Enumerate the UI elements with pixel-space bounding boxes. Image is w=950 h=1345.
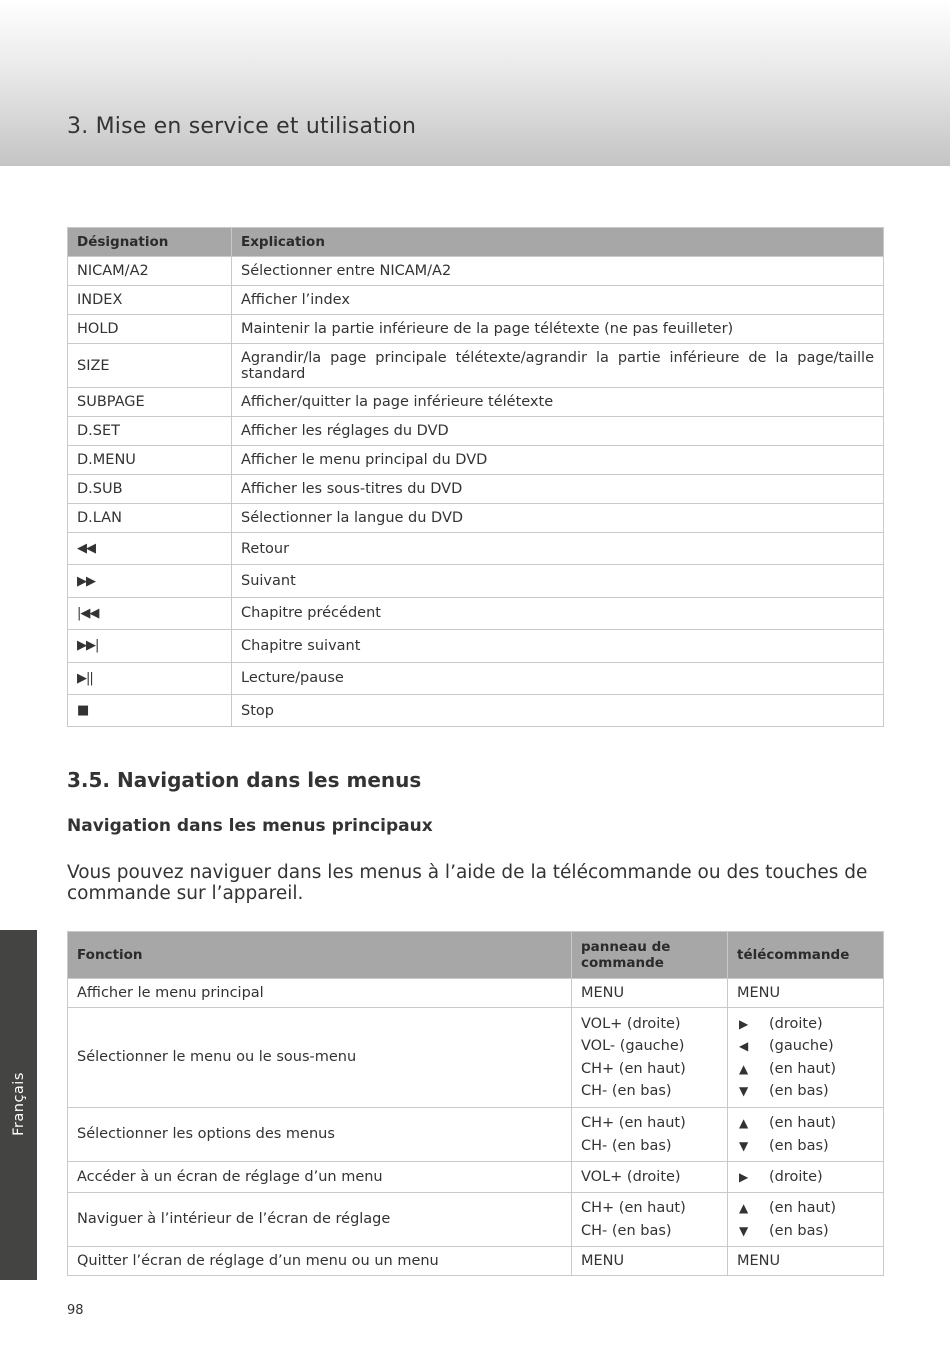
arrow-down-icon: ▼	[739, 1138, 749, 1153]
explication-cell: Afficher les réglages du DVD	[232, 417, 884, 446]
remote-cell	[728, 1193, 884, 1247]
remote-text: (droite)	[769, 1015, 823, 1032]
play-pause-icon: ▶||	[68, 662, 232, 694]
designation-cell: D.LAN	[68, 504, 232, 533]
table-row	[68, 533, 884, 565]
table-row	[68, 1162, 884, 1193]
table-row	[68, 344, 884, 388]
panel-line: CH+ (en haut)	[581, 1115, 686, 1131]
remote-line	[737, 1112, 874, 1135]
section-subtitle: Navigation dans les menus principaux	[67, 816, 433, 836]
fonction-cell: Quitter l’écran de réglage d’un menu ou un menu	[68, 1247, 572, 1276]
remote-cell	[728, 1162, 884, 1193]
designation-cell: SUBPAGE	[68, 388, 232, 417]
designation-cell: D.MENU	[68, 446, 232, 475]
panel-cell	[572, 1108, 728, 1162]
remote-text: MENU	[737, 984, 781, 1001]
table-row	[68, 257, 884, 286]
page-number: 98	[67, 1303, 84, 1318]
explication-cell: Stop	[232, 694, 884, 726]
remote-cell	[728, 979, 884, 1008]
table-row	[68, 446, 884, 475]
table-row	[68, 565, 884, 597]
panel-line: CH- (en bas)	[581, 1083, 672, 1099]
arrow-up-icon: ▲	[739, 1116, 749, 1130]
rewind-icon: ◀◀	[68, 533, 232, 565]
header-designation: Désignation	[68, 228, 232, 257]
remote-text: (en haut)	[769, 1060, 836, 1077]
explication-cell: Sélectionner la langue du DVD	[232, 504, 884, 533]
panel-line: CH- (en bas)	[581, 1137, 672, 1154]
arrow-left-icon: ◀	[739, 1039, 749, 1053]
previous-chapter-icon: |◀◀	[68, 597, 232, 629]
table-row	[68, 630, 884, 662]
table-header-row	[68, 228, 884, 257]
fonction-cell: Naviguer à l’intérieur de l’écran de réglage	[68, 1193, 572, 1247]
panel-cell	[572, 1193, 728, 1247]
table-row	[68, 979, 884, 1008]
table-row	[68, 1247, 884, 1276]
remote-text: MENU	[737, 1252, 781, 1269]
table-row	[68, 1008, 884, 1108]
section-title: 3.5. Navigation dans les menus	[67, 768, 422, 792]
remote-line	[737, 1197, 874, 1220]
stop-icon: ■	[68, 694, 232, 726]
designation-cell: D.SET	[68, 417, 232, 446]
explication-cell: Agrandir/la page principale télétexte/agrandir la partie inférieure de la page/taille standard	[232, 344, 884, 388]
explication-cell: Sélectionner entre NICAM/A2	[232, 257, 884, 286]
explication-cell: Afficher/quitter la page inférieure télétexte	[232, 388, 884, 417]
explication-cell: Afficher le menu principal du DVD	[232, 446, 884, 475]
remote-cell	[728, 1247, 884, 1276]
panel-cell	[572, 1247, 728, 1276]
panel-line: VOL+ (droite)	[581, 1168, 681, 1185]
panel-cell	[572, 1008, 728, 1108]
table-row	[68, 597, 884, 629]
header-telecommande: télécommande	[728, 932, 884, 979]
remote-line	[737, 982, 874, 1005]
arrow-right-icon: ▶	[739, 1169, 749, 1184]
next-chapter-icon: ▶▶|	[68, 630, 232, 662]
table-row	[68, 662, 884, 694]
panel-line: CH- (en bas)	[581, 1222, 672, 1239]
table-row	[68, 417, 884, 446]
table-row	[68, 1193, 884, 1247]
arrow-right-icon: ▶	[739, 1016, 749, 1031]
panel-cell	[572, 979, 728, 1008]
fonction-cell: Sélectionner les options des menus	[68, 1108, 572, 1162]
table-row	[68, 315, 884, 344]
chapter-title: 3. Mise en service et utilisation	[67, 114, 417, 139]
remote-line	[737, 1166, 874, 1189]
navigation-table	[67, 931, 884, 1276]
explication-cell: Suivant	[232, 565, 884, 597]
remote-text: (gauche)	[769, 1038, 834, 1054]
header-band	[0, 0, 950, 166]
fonction-cell: Afficher le menu principal	[68, 979, 572, 1008]
explication-cell: Maintenir la partie inférieure de la page télétexte (ne pas feuilleter)	[232, 315, 884, 344]
remote-line	[737, 1220, 874, 1243]
designation-table	[67, 227, 884, 727]
fonction-cell: Sélectionner le menu ou le sous-menu	[68, 1008, 572, 1108]
remote-cell	[728, 1008, 884, 1108]
panel-cell	[572, 1162, 728, 1193]
explication-cell: Chapitre suivant	[232, 630, 884, 662]
remote-line	[737, 1250, 874, 1273]
panel-line: MENU	[581, 984, 625, 1001]
remote-text: (en haut)	[769, 1115, 836, 1131]
panel-line: VOL+ (droite)	[581, 1015, 681, 1032]
intro-paragraph: Vous pouvez naviguer dans les menus à l’aide de la télécommande ou des touches de commande sur l’appareil.	[67, 862, 868, 904]
remote-text: (en haut)	[769, 1200, 836, 1216]
designation-cell: HOLD	[68, 315, 232, 344]
designation-cell: NICAM/A2	[68, 257, 232, 286]
designation-cell: SIZE	[68, 344, 232, 388]
arrow-up-icon: ▲	[739, 1201, 749, 1215]
explication-cell: Retour	[232, 533, 884, 565]
remote-line	[737, 1135, 874, 1158]
table-row	[68, 388, 884, 417]
remote-line	[737, 1080, 874, 1103]
arrow-down-icon: ▼	[739, 1223, 749, 1238]
header-explication: Explication	[232, 228, 884, 257]
remote-text: (en bas)	[769, 1137, 829, 1154]
designation-cell: INDEX	[68, 286, 232, 315]
remote-line	[737, 1058, 874, 1081]
table-row	[68, 286, 884, 315]
arrow-down-icon: ▼	[739, 1084, 749, 1098]
table-row	[68, 475, 884, 504]
header-fonction: Fonction	[68, 932, 572, 979]
arrow-up-icon: ▲	[739, 1061, 749, 1076]
designation-cell: D.SUB	[68, 475, 232, 504]
table-row	[68, 1108, 884, 1162]
table-header-row	[68, 932, 884, 979]
explication-cell: Chapitre précédent	[232, 597, 884, 629]
remote-text: (en bas)	[769, 1222, 829, 1239]
remote-cell	[728, 1108, 884, 1162]
remote-text: (en bas)	[769, 1083, 829, 1099]
remote-line	[737, 1013, 874, 1036]
fast-forward-icon: ▶▶	[68, 565, 232, 597]
panel-line: MENU	[581, 1252, 625, 1269]
fonction-cell: Accéder à un écran de réglage d’un menu	[68, 1162, 572, 1193]
language-label: Français	[11, 1072, 27, 1136]
panel-line: CH+ (en haut)	[581, 1060, 686, 1077]
explication-cell: Afficher l’index	[232, 286, 884, 315]
explication-cell: Afficher les sous-titres du DVD	[232, 475, 884, 504]
remote-line	[737, 1035, 874, 1058]
table-row	[68, 504, 884, 533]
remote-text: (droite)	[769, 1168, 823, 1185]
header-panneau: panneau de commande	[572, 932, 728, 979]
panel-line: CH+ (en haut)	[581, 1200, 686, 1216]
panel-line: VOL- (gauche)	[581, 1038, 685, 1054]
explication-cell: Lecture/pause	[232, 662, 884, 694]
table-row	[68, 694, 884, 726]
